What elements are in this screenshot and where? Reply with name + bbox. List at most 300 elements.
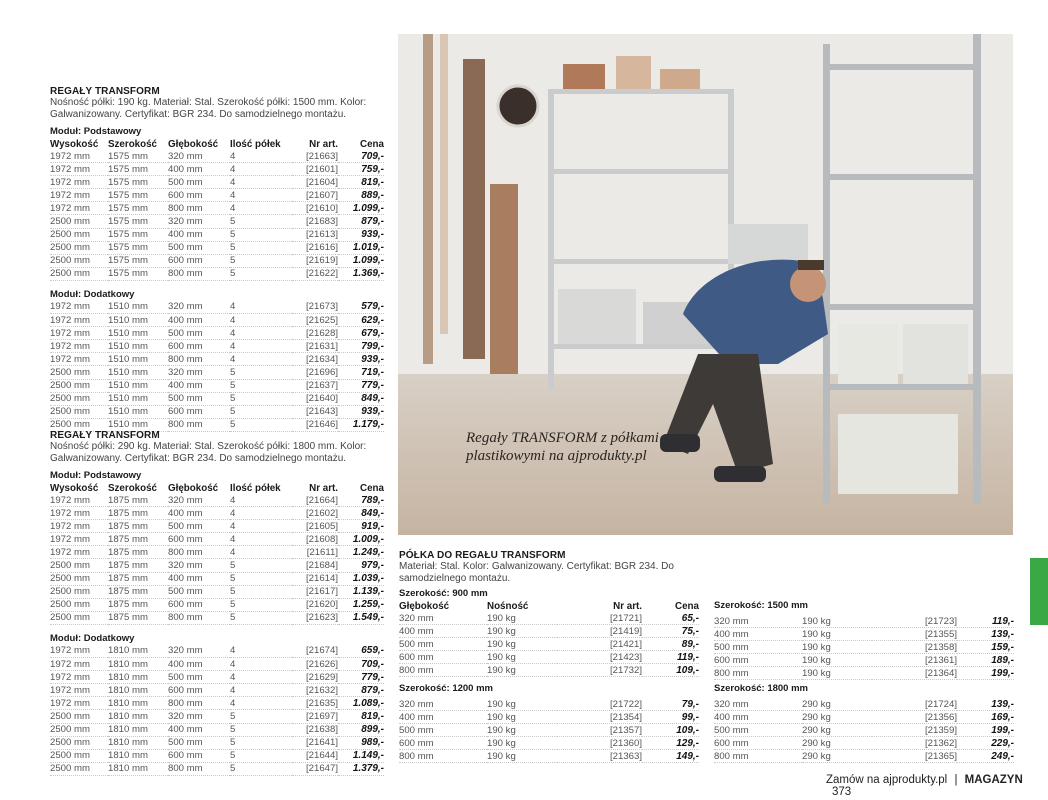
table-cell: 5	[230, 228, 292, 241]
order-link[interactable]: Zamów na ajprodukty.pl	[826, 774, 948, 786]
table-cell: 1972 mm	[50, 658, 108, 671]
price-cell: 1.099,-	[338, 202, 384, 215]
table-cell: 800 mm	[168, 611, 230, 624]
table-cell: 1510 mm	[108, 327, 168, 340]
col-szerokosc: Szerokość	[108, 138, 158, 150]
table-row	[50, 585, 384, 598]
table-row	[399, 664, 699, 677]
table-cell: 400 mm	[168, 723, 230, 736]
table-cell: 1972 mm	[50, 176, 108, 189]
table-cell: 320 mm	[399, 698, 487, 711]
table-cell: 2500 mm	[50, 379, 108, 392]
article-number-cell: [21620]	[292, 598, 338, 611]
table-cell: 1972 mm	[50, 163, 108, 176]
table-row	[50, 520, 384, 533]
table-cell: 190 kg	[487, 638, 557, 651]
module-label: Moduł: Podstawowy	[50, 470, 142, 481]
table-cell: 1575 mm	[108, 267, 168, 280]
table-cell: 400 mm	[168, 658, 230, 671]
col-cena: Cena	[360, 482, 384, 494]
article-number-cell: [21360]	[557, 737, 642, 750]
article-number-cell: [21626]	[292, 658, 338, 671]
table-cell: 600 mm	[168, 598, 230, 611]
table-cell: 500 mm	[714, 641, 802, 654]
table-cell: 4	[230, 697, 292, 710]
table-cell: 600 mm	[168, 533, 230, 546]
table-cell: 320 mm	[168, 494, 230, 507]
section-description: Nośność półki: 190 kg. Materiał: Stal. Szerokość półki: 1500 mm. Kolor: Galwanizowany. Certyfikat: BGR 234. Do samodzielnego montażu.	[50, 97, 367, 120]
shelf-group-1500	[714, 600, 1014, 680]
table-cell: 1875 mm	[108, 559, 168, 572]
table-row	[50, 736, 384, 749]
table-row	[399, 638, 699, 651]
table-cell: 600 mm	[399, 651, 487, 664]
price-cell: 659,-	[338, 645, 384, 658]
table-cell: 190 kg	[487, 625, 557, 638]
col-nosnosc: Nośność	[487, 600, 529, 612]
table-cell: 290 kg	[802, 698, 872, 711]
price-cell: 789,-	[338, 494, 384, 507]
table-cell: 400 mm	[168, 228, 230, 241]
table-cell: 400 mm	[168, 314, 230, 327]
price-cell: 1.089,-	[338, 697, 384, 710]
price-cell: 249,-	[957, 750, 1014, 763]
table-cell: 500 mm	[168, 392, 230, 405]
table-cell: 500 mm	[168, 241, 230, 254]
table-cell: 1972 mm	[50, 645, 108, 658]
table-cell: 4	[230, 658, 292, 671]
table-row	[714, 641, 1014, 654]
table-cell: 4	[230, 189, 292, 202]
table-cell: 1972 mm	[50, 684, 108, 697]
table-row	[50, 749, 384, 762]
table-cell: 5	[230, 215, 292, 228]
table-row	[399, 724, 699, 737]
table-cell: 1810 mm	[108, 762, 168, 775]
table-row	[50, 215, 384, 228]
price-cell: 1.379,-	[338, 762, 384, 775]
price-cell: 799,-	[338, 340, 384, 353]
table-row	[50, 684, 384, 697]
article-number-cell: [21355]	[872, 628, 957, 641]
table-cell: 4	[230, 520, 292, 533]
table-cell: 800 mm	[168, 353, 230, 366]
table-cell: 1972 mm	[50, 533, 108, 546]
article-number-cell: [21673]	[292, 301, 338, 314]
table-cell: 190 kg	[487, 724, 557, 737]
table-cell: 500 mm	[168, 736, 230, 749]
col-nr-art: Nr art.	[613, 600, 642, 612]
module-label: Moduł: Podstawowy	[50, 126, 142, 137]
price-cell: 709,-	[338, 150, 384, 163]
shelf-group-1200	[399, 683, 699, 763]
table-cell: 190 kg	[487, 698, 557, 711]
price-cell: 779,-	[338, 671, 384, 684]
price-cell: 149,-	[642, 750, 699, 763]
article-number-cell: [21697]	[292, 710, 338, 723]
table-cell: 190 kg	[487, 651, 557, 664]
article-number-cell: [21663]	[292, 150, 338, 163]
article-number-cell: [21635]	[292, 697, 338, 710]
table-row	[714, 667, 1014, 680]
price-cell: 1.369,-	[338, 267, 384, 280]
table-cell: 600 mm	[168, 684, 230, 697]
table-cell: 2500 mm	[50, 366, 108, 379]
table-cell: 500 mm	[168, 327, 230, 340]
table-cell: 1875 mm	[108, 572, 168, 585]
article-number-cell: [21631]	[292, 340, 338, 353]
article-number-cell: [21625]	[292, 314, 338, 327]
price-cell: 129,-	[642, 737, 699, 750]
table-cell: 1510 mm	[108, 301, 168, 314]
table-cell: 2500 mm	[50, 749, 108, 762]
table-row	[50, 254, 384, 267]
table-row	[50, 241, 384, 254]
price-cell: 189,-	[957, 654, 1014, 667]
table-row	[50, 671, 384, 684]
table-row	[714, 711, 1014, 724]
shelf-group-900	[399, 588, 699, 677]
article-number-cell: [21614]	[292, 572, 338, 585]
article-number-cell: [21623]	[292, 611, 338, 624]
table-row	[399, 711, 699, 724]
table-cell: 800 mm	[714, 750, 802, 763]
table-row	[50, 189, 384, 202]
table-row	[399, 750, 699, 763]
table-cell: 4	[230, 533, 292, 546]
price-cell: 879,-	[338, 215, 384, 228]
price-cell: 79,-	[642, 698, 699, 711]
price-cell: 65,-	[642, 612, 699, 625]
table-cell: 5	[230, 267, 292, 280]
table-row	[50, 533, 384, 546]
article-number-cell: [21638]	[292, 723, 338, 736]
table-cell: 4	[230, 301, 292, 314]
table-cell: 400 mm	[168, 163, 230, 176]
article-number-cell: [21364]	[872, 667, 957, 680]
col-wysokosc: Wysokość	[50, 482, 99, 494]
price-table-basic-1500	[50, 138, 384, 281]
table-cell: 1875 mm	[108, 546, 168, 559]
col-glebokosc: Głębokość	[399, 600, 450, 612]
table-row	[50, 301, 384, 314]
article-number-cell: [21423]	[557, 651, 642, 664]
table-cell: 800 mm	[168, 697, 230, 710]
table-cell: 600 mm	[399, 737, 487, 750]
table-cell: 1972 mm	[50, 340, 108, 353]
table-cell: 320 mm	[168, 559, 230, 572]
table-cell: 500 mm	[714, 724, 802, 737]
table-cell: 4	[230, 671, 292, 684]
article-number-cell: [21361]	[872, 654, 957, 667]
table-header-row	[50, 138, 384, 150]
price-cell: 159,-	[957, 641, 1014, 654]
table-cell: 4	[230, 202, 292, 215]
table-cell: 1972 mm	[50, 327, 108, 340]
article-number-cell: [21605]	[292, 520, 338, 533]
article-number-cell: [21358]	[872, 641, 957, 654]
table-cell: 2500 mm	[50, 241, 108, 254]
price-cell: 1.179,-	[338, 418, 384, 431]
article-number-cell: [21357]	[557, 724, 642, 737]
module-label: Moduł: Dodatkowy	[50, 288, 135, 300]
table-cell: 1510 mm	[108, 379, 168, 392]
table-cell: 320 mm	[168, 150, 230, 163]
article-number-cell: [21602]	[292, 507, 338, 520]
price-cell: 849,-	[338, 392, 384, 405]
table-row	[50, 494, 384, 507]
table-cell: 1810 mm	[108, 684, 168, 697]
table-cell: 800 mm	[714, 667, 802, 680]
table-cell: 2500 mm	[50, 611, 108, 624]
table-cell: 4	[230, 684, 292, 697]
table-cell: 2500 mm	[50, 228, 108, 241]
workshop-shelving-illustration	[398, 34, 1013, 535]
table-cell: 800 mm	[168, 267, 230, 280]
shelf-group-1800	[714, 683, 1014, 763]
table-cell: 4	[230, 150, 292, 163]
shelf-table-900	[399, 600, 699, 677]
article-number-cell: [21365]	[872, 750, 957, 763]
table-row	[50, 267, 384, 280]
article-number-cell: [21634]	[292, 353, 338, 366]
table-cell: 1810 mm	[108, 671, 168, 684]
table-cell: 1575 mm	[108, 176, 168, 189]
price-cell: 229,-	[957, 737, 1014, 750]
table-cell: 190 kg	[487, 750, 557, 763]
table-cell: 1875 mm	[108, 585, 168, 598]
table-header-row	[399, 600, 699, 612]
table-cell: 4	[230, 546, 292, 559]
table-cell: 1972 mm	[50, 301, 108, 314]
table-cell: 190 kg	[487, 711, 557, 724]
table-cell: 4	[230, 314, 292, 327]
table-cell: 2500 mm	[50, 723, 108, 736]
section-title: PÓŁKA DO REGAŁU TRANSFORM	[399, 550, 566, 561]
article-number-cell: [21732]	[557, 664, 642, 677]
table-row	[50, 314, 384, 327]
table-cell: 2500 mm	[50, 572, 108, 585]
table-cell: 4	[230, 494, 292, 507]
shelf-section-header	[399, 550, 699, 584]
table-cell: 5	[230, 418, 292, 431]
table-row	[50, 697, 384, 710]
price-cell: 89,-	[642, 638, 699, 651]
price-cell: 679,-	[338, 327, 384, 340]
table-cell: 1510 mm	[108, 418, 168, 431]
table-row	[50, 611, 384, 624]
table-cell: 1972 mm	[50, 546, 108, 559]
price-cell: 119,-	[957, 615, 1014, 628]
table-cell: 1972 mm	[50, 189, 108, 202]
price-cell: 719,-	[338, 366, 384, 379]
table-cell: 600 mm	[168, 405, 230, 418]
price-cell: 199,-	[957, 724, 1014, 737]
table-cell: 1810 mm	[108, 658, 168, 671]
table-row	[50, 150, 384, 163]
table-cell: 600 mm	[168, 254, 230, 267]
table-cell: 1575 mm	[108, 254, 168, 267]
table-cell: 1575 mm	[108, 228, 168, 241]
table-cell: 2500 mm	[50, 267, 108, 280]
table-row	[399, 737, 699, 750]
section-title: REGAŁY TRANSFORM	[50, 430, 160, 441]
table-cell: 4	[230, 163, 292, 176]
table-cell: 800 mm	[168, 418, 230, 431]
table-row	[50, 572, 384, 585]
article-number-cell: [21616]	[292, 241, 338, 254]
price-cell: 1.039,-	[338, 572, 384, 585]
table-cell: 2500 mm	[50, 418, 108, 431]
table-cell: 4	[230, 353, 292, 366]
table-cell: 400 mm	[168, 572, 230, 585]
table-cell: 1875 mm	[108, 494, 168, 507]
table-cell: 500 mm	[168, 671, 230, 684]
table-cell: 4	[230, 340, 292, 353]
table-cell: 2500 mm	[50, 559, 108, 572]
article-number-cell: [21722]	[557, 698, 642, 711]
price-cell: 139,-	[957, 698, 1014, 711]
article-number-cell: [21617]	[292, 585, 338, 598]
table-cell: 600 mm	[714, 654, 802, 667]
table-cell: 5	[230, 611, 292, 624]
table-row	[50, 366, 384, 379]
table-cell: 2500 mm	[50, 215, 108, 228]
price-cell: 879,-	[338, 684, 384, 697]
table-cell: 4	[230, 645, 292, 658]
table-cell: 500 mm	[168, 520, 230, 533]
group-label: Szerokość: 900 mm	[399, 588, 488, 599]
article-number-cell: [21644]	[292, 749, 338, 762]
table-cell: 2500 mm	[50, 585, 108, 598]
table-cell: 4	[230, 327, 292, 340]
shelf-table-1500	[714, 615, 1014, 680]
table-cell: 190 kg	[487, 664, 557, 677]
table-cell: 5	[230, 598, 292, 611]
table-cell: 320 mm	[714, 698, 802, 711]
table-row	[50, 507, 384, 520]
price-cell: 1.549,-	[338, 611, 384, 624]
table-row	[50, 163, 384, 176]
price-cell: 139,-	[957, 628, 1014, 641]
article-number-cell: [21629]	[292, 671, 338, 684]
table-cell: 320 mm	[168, 215, 230, 228]
article-number-cell: [21674]	[292, 645, 338, 658]
table-cell: 1810 mm	[108, 710, 168, 723]
table-cell: 1575 mm	[108, 241, 168, 254]
table-cell: 5	[230, 379, 292, 392]
table-cell: 1510 mm	[108, 366, 168, 379]
article-number-cell: [21619]	[292, 254, 338, 267]
price-cell: 1.259,-	[338, 598, 384, 611]
table-cell: 1810 mm	[108, 736, 168, 749]
price-cell: 109,-	[642, 724, 699, 737]
table-row	[50, 353, 384, 366]
price-cell: 939,-	[338, 405, 384, 418]
col-nr-art: Nr art.	[309, 138, 338, 150]
table-cell: 5	[230, 736, 292, 749]
table-cell: 800 mm	[168, 762, 230, 775]
col-cena: Cena	[360, 138, 384, 150]
article-number-cell: [21640]	[292, 392, 338, 405]
table-row	[50, 379, 384, 392]
table-cell: 190 kg	[802, 654, 872, 667]
article-number-cell: [21608]	[292, 533, 338, 546]
table-cell: 1875 mm	[108, 520, 168, 533]
group-label: Szerokość: 1500 mm	[714, 600, 808, 611]
table-row	[714, 750, 1014, 763]
article-number-cell: [21723]	[872, 615, 957, 628]
col-nr-art: Nr art.	[309, 482, 338, 494]
shelf-table-1800	[714, 698, 1014, 763]
price-cell: 1.009,-	[338, 533, 384, 546]
table-cell: 1510 mm	[108, 340, 168, 353]
table-row	[714, 737, 1014, 750]
article-number-cell: [21664]	[292, 494, 338, 507]
price-cell: 199,-	[957, 667, 1014, 680]
group-label: Szerokość: 1800 mm	[714, 683, 808, 694]
table-cell: 1972 mm	[50, 520, 108, 533]
table-cell: 400 mm	[168, 507, 230, 520]
table-row	[50, 723, 384, 736]
table-cell: 1875 mm	[108, 507, 168, 520]
table-cell: 5	[230, 710, 292, 723]
table-cell: 190 kg	[802, 628, 872, 641]
table-cell: 290 kg	[802, 724, 872, 737]
table-cell: 500 mm	[399, 638, 487, 651]
price-cell: 889,-	[338, 189, 384, 202]
page-footer	[826, 774, 1048, 798]
article-number-cell: [21604]	[292, 176, 338, 189]
product-photo	[398, 34, 1013, 535]
table-cell: 1972 mm	[50, 202, 108, 215]
section-title: REGAŁY TRANSFORM	[50, 86, 160, 97]
article-number-cell: [21607]	[292, 189, 338, 202]
table-cell: 800 mm	[399, 750, 487, 763]
price-cell: 819,-	[338, 710, 384, 723]
photo-caption-line-2: plastikowymi na ajprodukty.pl	[466, 448, 647, 464]
price-cell: 119,-	[642, 651, 699, 664]
table-row	[714, 615, 1014, 628]
table-cell: 600 mm	[168, 749, 230, 762]
section-description: Nośność półki: 290 kg. Materiał: Stal. Szerokość półki: 1800 mm. Kolor: Galwanizowany. Certyfikat: BGR 234. Do samodzielnego montażu.	[50, 441, 367, 464]
photo-caption-line-1: Regały TRANSFORM z półkami	[466, 430, 659, 446]
table-cell: 5	[230, 241, 292, 254]
section-description: Materiał: Stal. Kolor: Galwanizowany. Certyfikat: BGR 234. Do samodzielnego montażu.	[399, 561, 674, 584]
table-cell: 320 mm	[168, 710, 230, 723]
article-number-cell: [21637]	[292, 379, 338, 392]
price-cell: 989,-	[338, 736, 384, 749]
table-cell: 1810 mm	[108, 749, 168, 762]
group-label: Szerokość: 1200 mm	[399, 683, 493, 694]
price-cell: 109,-	[642, 664, 699, 677]
table-row	[714, 628, 1014, 641]
transform-1800-section	[50, 430, 384, 776]
article-number-cell: [21362]	[872, 737, 957, 750]
col-glebokosc: Głębokość	[168, 482, 219, 494]
price-cell: 819,-	[338, 176, 384, 189]
table-cell: 1810 mm	[108, 645, 168, 658]
article-number-cell: [21641]	[292, 736, 338, 749]
chapter-tab-marker	[1030, 558, 1048, 625]
table-cell: 320 mm	[714, 615, 802, 628]
article-number-cell: [21684]	[292, 559, 338, 572]
shelf-table-1200	[399, 698, 699, 763]
table-row	[50, 546, 384, 559]
col-ilosc-polek: Ilość półek	[230, 482, 281, 494]
table-cell: 4	[230, 176, 292, 189]
table-cell: 2500 mm	[50, 598, 108, 611]
